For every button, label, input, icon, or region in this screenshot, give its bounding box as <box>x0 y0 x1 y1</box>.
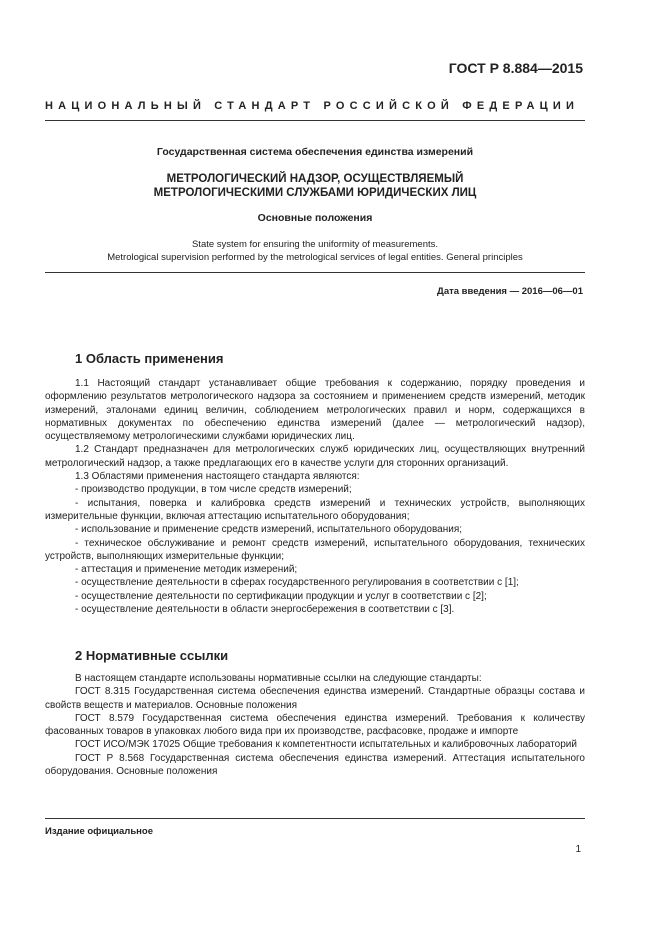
document-title <box>45 172 585 200</box>
section-2-heading: 2 Нормативные ссылки <box>75 648 229 663</box>
section-1-body <box>45 377 585 616</box>
reference-item: ГОСТ 8.315 Государственная система обеспечения единства измерений. Стандартные образцы состава и свойств веществ и материалов. Основные положения <box>45 686 585 711</box>
document-subtitle: Основные положения <box>257 212 373 224</box>
list-item: - испытания, поверка и калибровка средств измерений и технических устройств, выполняющих измерительные функции, включая аттестацию испытательного оборудования; <box>45 497 585 522</box>
edition-label: Издание официальное <box>45 826 153 837</box>
list-item: - осуществление деятельности по сертификации продукции и услуг в соответствии с [2]; <box>75 590 487 602</box>
list-item: - аттестация и применение методик измерений; <box>75 564 298 576</box>
list-item: - использование и применение средств измерений, испытательного оборудования; <box>75 524 463 536</box>
document-number: ГОСТ Р 8.884—2015 <box>448 60 583 76</box>
section-2-body <box>45 672 585 778</box>
paragraph: В настоящем стандарте использованы нормативные ссылки на следующие стандарты: <box>75 673 482 684</box>
english-title-line-1: State system for ensuring the uniformity of measurements. <box>191 239 439 250</box>
reference-item: ГОСТ 8.579 Государственная система обеспечения единства измерений. Требования к количеству фасованных товаров в упаковках любого вида при их производстве, расфасовке, продаже и импорте <box>45 712 585 738</box>
title-divider <box>45 272 585 273</box>
paragraph: 1.3 Областями применения настоящего стандарта являются: <box>75 471 360 483</box>
page-number: 1 <box>575 844 581 855</box>
list-item: - производство продукции, в том числе средств измерений; <box>75 484 352 496</box>
paragraph: 1.1 Настоящий стандарт устанавливает общие требования к содержанию, порядку проведения и оформлению результатов метрологического надзора за состоянием и применением средств измерений, методик измерений, эталонами единиц величин, соблюдением метрологических правил и норм, содержащихся в нормативных документах по обеспечению единства измерений (далее — метрологический надзор), осуществляемому метрологическими службами юридических лиц. <box>45 378 585 443</box>
national-standard-banner: НАЦИОНАЛЬНЫЙ СТАНДАРТ РОССИЙСКОЙ ФЕДЕРАЦИИ <box>45 100 580 112</box>
series-title: Государственная система обеспечения единства измерений <box>156 146 474 158</box>
reference-item: ГОСТ ИСО/МЭК 17025 Общие требования к компетентности испытательных и калибровочных лабораторий <box>75 739 577 751</box>
english-title <box>45 238 585 264</box>
english-title-line-2: Metrological supervision performed by the metrological services of legal entities. General principles <box>107 252 523 263</box>
list-item: - техническое обслуживание и ремонт средств измерений, испытательного оборудования, технических устройств, выполняющих измерительные функции; <box>45 537 585 562</box>
paragraph: 1.2 Стандарт предназначен для метрологических служб юридических лиц, осуществляющих внутренний метрологический надзор, а также предлагающих его в качестве услуги для сторонних организаций. <box>45 444 585 469</box>
effective-date: Дата введения — 2016—06—01 <box>437 286 583 297</box>
title-line-2: МЕТРОЛОГИЧЕСКИМИ СЛУЖБАМИ ЮРИДИЧЕСКИХ ЛИЦ <box>153 187 477 199</box>
section-1-heading: 1 Область применения <box>75 351 224 366</box>
header-divider <box>45 120 585 121</box>
footer-divider <box>45 818 585 819</box>
list-item: - осуществление деятельности в сферах государственного регулирования в соответствии с [1]; <box>75 577 519 589</box>
reference-item: ГОСТ Р 8.568 Государственная система обеспечения единства измерений. Аттестация испытательного оборудования. Основные положения <box>45 752 585 778</box>
title-line-1: МЕТРОЛОГИЧЕСКИЙ НАДЗОР, ОСУЩЕСТВЛЯЕМЫЙ <box>166 173 464 185</box>
list-item: - осуществление деятельности в области энергосбережения в соответствии с [3]. <box>75 604 455 616</box>
